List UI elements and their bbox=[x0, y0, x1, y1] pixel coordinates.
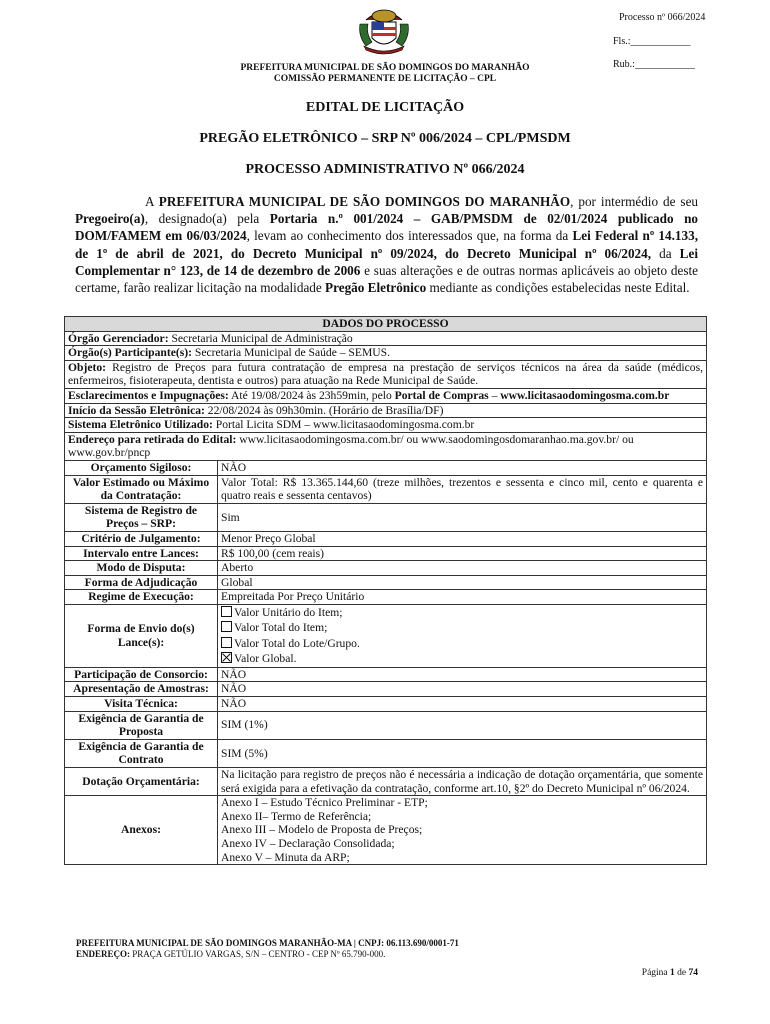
value-dotacao: Na licitação para registro de preços não é necessária a indicação de dotação orçamentária, que somente será exigida para a efetivação da contratação, conforme art.10, §2º do Decreto Municipal nº 06/2024. bbox=[218, 768, 707, 796]
label-garantia-proposta: Exigência de Garantia de Proposta bbox=[65, 711, 218, 739]
value-amostras: NÃO bbox=[218, 682, 707, 697]
coat-of-arms-logo bbox=[356, 6, 412, 56]
row-objeto: Objeto: Registro de Preços para futura contratação de empresa na prestação de serviços técnicos na área da saúde (médicos, enfermeiros, fisioterapeuta, dentista e outros) para atuação na Rede Municipal de Saúde. bbox=[65, 360, 707, 388]
row-orgao-participante: Órgão(s) Participante(s): Secretaria Municipal de Saúde – SEMUS. bbox=[65, 346, 707, 361]
value-intervalo: R$ 100,00 (cem reais) bbox=[218, 546, 707, 561]
value-garantia-contrato: SIM (5%) bbox=[218, 739, 707, 767]
label-visita-tecnica: Visita Técnica: bbox=[65, 697, 218, 712]
label-intervalo: Intervalo entre Lances: bbox=[65, 546, 218, 561]
fls-field: Fls.:____________ bbox=[613, 36, 691, 47]
option-valor-unitario: Valor Unitário do Item; bbox=[221, 605, 703, 621]
value-orcamento-sigiloso: NÃO bbox=[218, 460, 707, 475]
list-item: Anexo IV – Declaração Consolidada; bbox=[221, 837, 395, 850]
label-amostras: Apresentação de Amostras: bbox=[65, 682, 218, 697]
footer-cnpj: PREFEITURA MUNICIPAL DE SÃO DOMINGOS MARANHÃO-MA | CNPJ: 06.113.690/0001-71 bbox=[76, 938, 459, 948]
list-item: Anexo V – Minuta da ARP; bbox=[221, 850, 350, 864]
value-modo-disputa: Aberto bbox=[218, 561, 707, 576]
list-item: Anexo III – Modelo de Proposta de Preços; bbox=[221, 823, 423, 837]
label-forma-envio: Forma de Envio do(s) Lance(s): bbox=[65, 604, 218, 667]
value-anexos bbox=[218, 796, 707, 865]
label-consorcio: Participação de Consorcio: bbox=[65, 667, 218, 682]
value-srp: Sim bbox=[218, 503, 707, 531]
list-item: Anexo I – Estudo Técnico Preliminar - ETP; bbox=[221, 796, 428, 810]
value-valor-estimado: Valor Total: R$ 13.365.144,60 (treze milhões, trezentos e sessenta e cinco mil, cento e quarenta e quatro reais e sessenta centavos) bbox=[218, 475, 707, 503]
option-valor-lote: Valor Total do Lote/Grupo. bbox=[221, 636, 703, 652]
checkbox-empty-icon bbox=[221, 637, 232, 648]
value-visita-tecnica: NÃO bbox=[218, 697, 707, 712]
title-processo: PROCESSO ADMINISTRATIVO Nº 066/2024 bbox=[245, 162, 525, 177]
list-item: Anexo II– Termo de Referência; bbox=[221, 809, 372, 823]
value-garantia-proposta: SIM (1%) bbox=[218, 711, 707, 739]
checkbox-empty-icon bbox=[221, 621, 232, 632]
header-prefeitura: PREFEITURA MUNICIPAL DE SÃO DOMINGOS DO MARANHÃO bbox=[240, 63, 530, 73]
label-srp: Sistema de Registro de Preços – SRP: bbox=[65, 503, 218, 531]
checkbox-checked-icon bbox=[221, 652, 232, 663]
title-pregao: PREGÃO ELETRÔNICO – SRP Nº 006/2024 – CPL/PMSDM bbox=[199, 131, 571, 146]
label-regime: Regime de Execução: bbox=[65, 590, 218, 605]
section-header: DADOS DO PROCESSO bbox=[65, 317, 707, 332]
title-edital: EDITAL DE LICITAÇÃO bbox=[305, 100, 465, 115]
value-forma-envio bbox=[218, 604, 707, 667]
label-orcamento-sigiloso: Orçamento Sigiloso: bbox=[65, 460, 218, 475]
label-dotacao: Dotação Orçamentária: bbox=[65, 768, 218, 796]
process-data-table bbox=[64, 316, 707, 865]
footer-address: ENDEREÇO: PRAÇA GETÚLIO VARGAS, S/N – CENTRO - CEP Nº 65.790-000. bbox=[76, 949, 386, 959]
label-anexos: Anexos: bbox=[65, 796, 218, 865]
row-inicio-sessao: Início da Sessão Eletrônica: 22/08/2024 às 09h30min. (Horário de Brasília/DF) bbox=[65, 403, 707, 418]
checkbox-empty-icon bbox=[221, 606, 232, 617]
value-regime: Empreitada Por Preço Unitário bbox=[218, 590, 707, 605]
header-cpl: COMISSÃO PERMANENTE DE LICITAÇÃO – CPL bbox=[273, 74, 497, 84]
row-orgao-gerenciador: Órgão Gerenciador: Secretaria Municipal de Administração bbox=[65, 331, 707, 346]
label-valor-estimado: Valor Estimado ou Máximo da Contratação: bbox=[65, 475, 218, 503]
intro-paragraph: A PREFEITURA MUNICIPAL DE SÃO DOMINGOS DO MARANHÃO, por intermédio de seu Pregoeiro(a), designado(a) pela Portaria n.º 001/2024 – GAB/PMSDM de 02/01/2024 publicado no DOM/FAMEM em 06/03/2024, levam ao conhecimento dos interessados que, na forma da Lei Federal nº 14.133, de 1º de abril de 2021, do Decreto Municipal nº 09/2024, do Decreto Municipal nº 06/2024, da Lei Complementar n° 123, de 14 de dezembro de 2006 e suas alterações e de outras normas aplicáveis ao objeto deste certame, farão realizar licitação na modalidade Pregão Eletrônico mediante as condições estabelecidas neste Edital. bbox=[75, 194, 699, 296]
page-number: Página 1 de 74 bbox=[641, 968, 698, 978]
process-number: Processo nº 066/2024 bbox=[619, 12, 706, 23]
option-valor-total-item: Valor Total do Item; bbox=[221, 620, 703, 636]
label-modo-disputa: Modo de Disputa: bbox=[65, 561, 218, 576]
value-criterio: Menor Preço Global bbox=[218, 531, 707, 546]
option-valor-global: Valor Global. bbox=[221, 651, 703, 667]
rub-field: Rub.:____________ bbox=[613, 59, 695, 70]
value-forma-adjudicacao: Global bbox=[218, 575, 707, 590]
row-endereco-edital: Endereço para retirada do Edital: www.licitasaodomingosma.com.br/ ou www.saodomingosdomaranhao.ma.gov.br/ ou www.gov.br/pncp bbox=[65, 432, 707, 460]
label-criterio: Critério de Julgamento: bbox=[65, 531, 218, 546]
row-sistema: Sistema Eletrônico Utilizado: Portal Licita SDM – www.licitasaodomingosma.com.br bbox=[65, 418, 707, 433]
row-esclarecimentos: Esclarecimentos e Impugnações: Até 19/08/2024 às 23h59min, pelo Portal de Compras – www.licitasaodomingosma.com.br bbox=[65, 388, 707, 403]
label-forma-adjudicacao: Forma de Adjudicação bbox=[65, 575, 218, 590]
value-consorcio: NÃO bbox=[218, 667, 707, 682]
label-garantia-contrato: Exigência de Garantia de Contrato bbox=[65, 739, 218, 767]
